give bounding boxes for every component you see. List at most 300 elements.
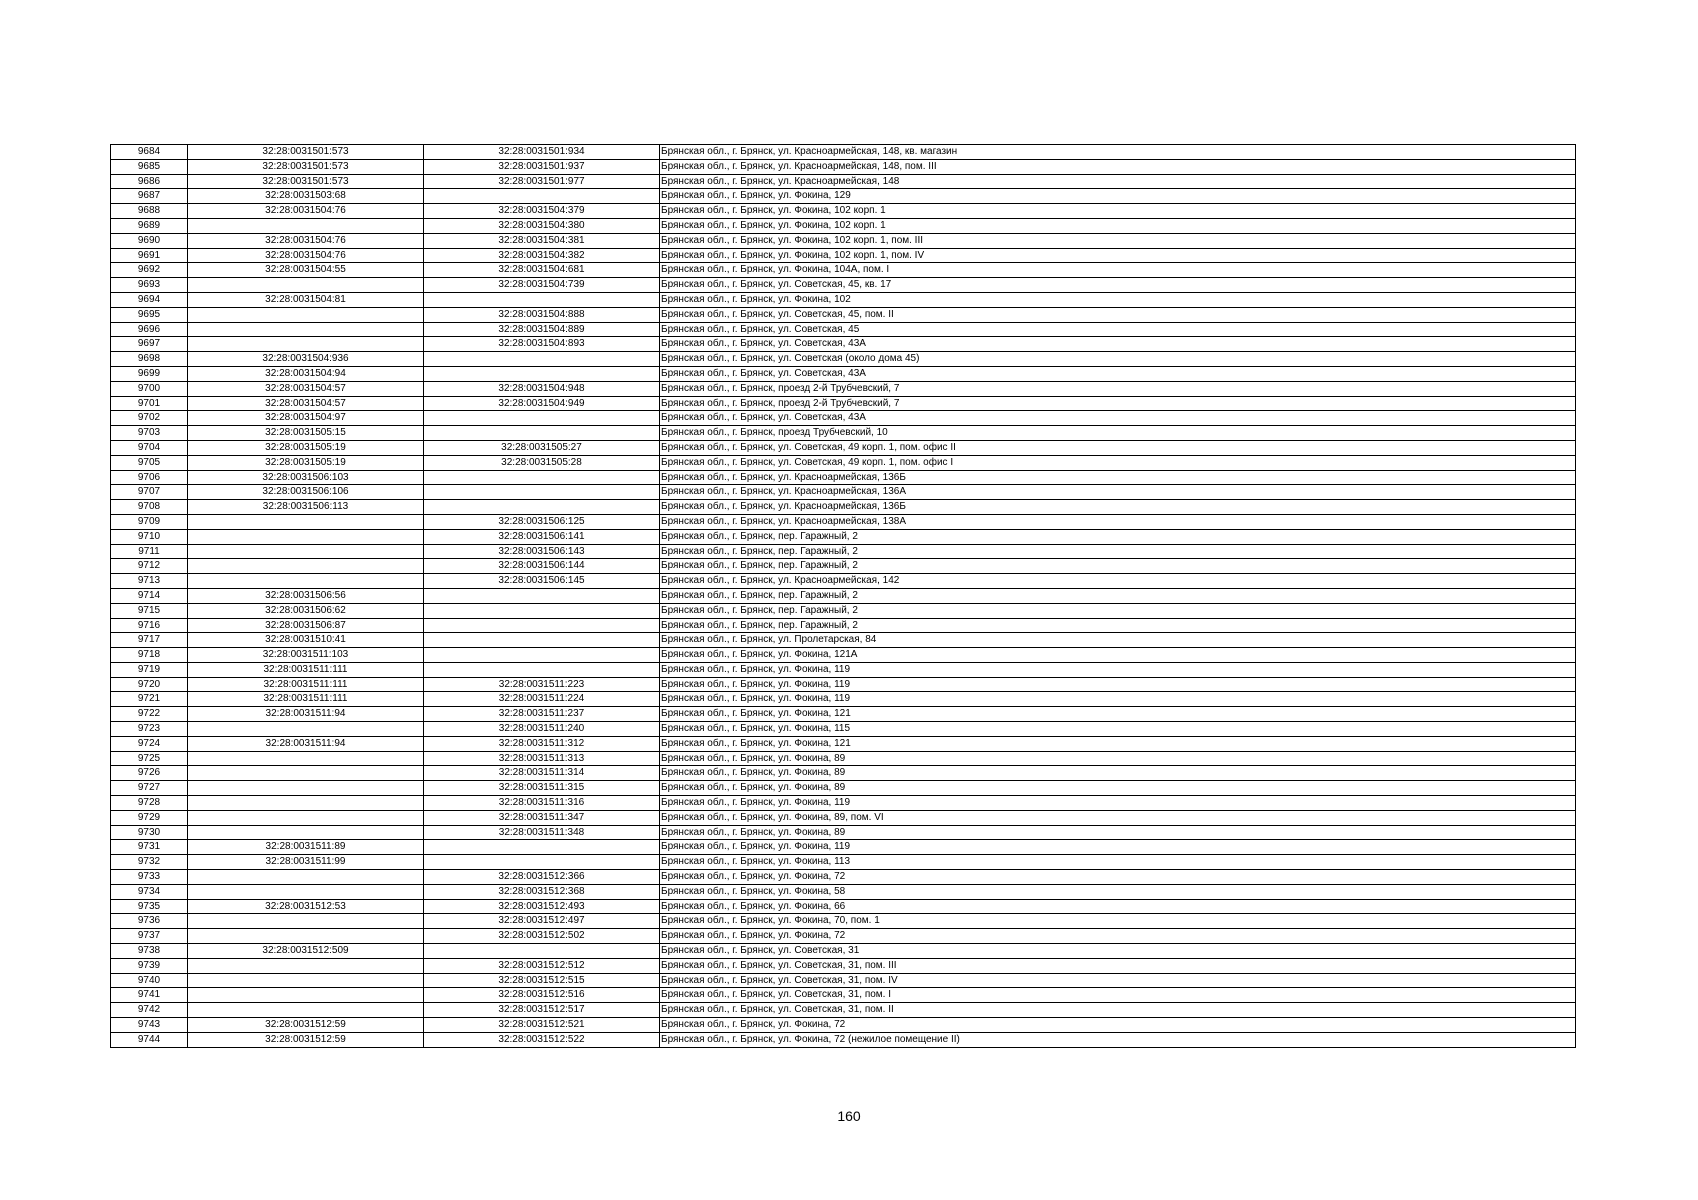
address: Брянская обл., г. Брянск, ул. Фокина, 58 bbox=[660, 884, 1576, 899]
address: Брянская обл., г. Брянск, ул. Советская, 43А bbox=[660, 366, 1576, 381]
table-row bbox=[111, 145, 1576, 160]
row-number: 9717 bbox=[111, 633, 188, 648]
land-plot-cadastral-number: 32:28:0031511:94 bbox=[188, 707, 424, 722]
address: Брянская обл., г. Брянск, ул. Красноармейская, 136Б bbox=[660, 470, 1576, 485]
address: Брянская обл., г. Брянск, проезд 2-й Трубчевский, 7 bbox=[660, 396, 1576, 411]
row-number: 9709 bbox=[111, 514, 188, 529]
table-row bbox=[111, 840, 1576, 855]
row-number: 9696 bbox=[111, 322, 188, 337]
table-row bbox=[111, 633, 1576, 648]
address: Брянская обл., г. Брянск, ул. Красноармейская, 136А bbox=[660, 485, 1576, 500]
address: Брянская обл., г. Брянск, ул. Фокина, 121 bbox=[660, 707, 1576, 722]
table-row bbox=[111, 529, 1576, 544]
address: Брянская обл., г. Брянск, ул. Фокина, 102 корп. 1, пом. III bbox=[660, 233, 1576, 248]
address: Брянская обл., г. Брянск, пер. Гаражный, 2 bbox=[660, 603, 1576, 618]
address: Брянская обл., г. Брянск, ул. Фокина, 102 bbox=[660, 292, 1576, 307]
address: Брянская обл., г. Брянск, ул. Фокина, 72 (нежилое помещение II) bbox=[660, 1032, 1576, 1047]
object-cadastral-number: 32:28:0031511:240 bbox=[424, 722, 660, 737]
row-number: 9734 bbox=[111, 884, 188, 899]
table-row bbox=[111, 988, 1576, 1003]
table-row bbox=[111, 307, 1576, 322]
table-row bbox=[111, 189, 1576, 204]
row-number: 9738 bbox=[111, 944, 188, 959]
object-cadastral-number bbox=[424, 944, 660, 959]
table-row bbox=[111, 218, 1576, 233]
row-number: 9735 bbox=[111, 899, 188, 914]
table-row bbox=[111, 381, 1576, 396]
address: Брянская обл., г. Брянск, ул. Фокина, 115 bbox=[660, 722, 1576, 737]
row-number: 9688 bbox=[111, 204, 188, 219]
row-number: 9684 bbox=[111, 145, 188, 160]
address: Брянская обл., г. Брянск, ул. Красноармейская, 148 bbox=[660, 174, 1576, 189]
address: Брянская обл., г. Брянск, ул. Фокина, 102 корп. 1 bbox=[660, 204, 1576, 219]
row-number: 9733 bbox=[111, 870, 188, 885]
land-plot-cadastral-number bbox=[188, 958, 424, 973]
land-plot-cadastral-number: 32:28:0031506:106 bbox=[188, 485, 424, 500]
land-plot-cadastral-number: 32:28:0031511:94 bbox=[188, 736, 424, 751]
land-plot-cadastral-number: 32:28:0031506:113 bbox=[188, 500, 424, 515]
row-number: 9720 bbox=[111, 677, 188, 692]
object-cadastral-number: 32:28:0031511:314 bbox=[424, 766, 660, 781]
object-cadastral-number: 32:28:0031504:382 bbox=[424, 248, 660, 263]
object-cadastral-number: 32:28:0031501:934 bbox=[424, 145, 660, 160]
address: Брянская обл., г. Брянск, пер. Гаражный, 2 bbox=[660, 588, 1576, 603]
row-number: 9707 bbox=[111, 485, 188, 500]
row-number: 9739 bbox=[111, 958, 188, 973]
land-plot-cadastral-number: 32:28:0031503:68 bbox=[188, 189, 424, 204]
object-cadastral-number bbox=[424, 855, 660, 870]
object-cadastral-number bbox=[424, 588, 660, 603]
table-row bbox=[111, 278, 1576, 293]
object-cadastral-number bbox=[424, 352, 660, 367]
table-row bbox=[111, 648, 1576, 663]
object-cadastral-number: 32:28:0031512:517 bbox=[424, 1003, 660, 1018]
object-cadastral-number: 32:28:0031511:313 bbox=[424, 751, 660, 766]
row-number: 9715 bbox=[111, 603, 188, 618]
table-row bbox=[111, 248, 1576, 263]
land-plot-cadastral-number: 32:28:0031504:81 bbox=[188, 292, 424, 307]
table-row bbox=[111, 174, 1576, 189]
object-cadastral-number: 32:28:0031512:368 bbox=[424, 884, 660, 899]
address: Брянская обл., г. Брянск, пер. Гаражный, 2 bbox=[660, 544, 1576, 559]
row-number: 9721 bbox=[111, 692, 188, 707]
land-plot-cadastral-number: 32:28:0031504:97 bbox=[188, 411, 424, 426]
address: Брянская обл., г. Брянск, ул. Советская, 43А bbox=[660, 411, 1576, 426]
object-cadastral-number: 32:28:0031505:28 bbox=[424, 455, 660, 470]
land-plot-cadastral-number: 32:28:0031504:76 bbox=[188, 248, 424, 263]
object-cadastral-number bbox=[424, 470, 660, 485]
object-cadastral-number bbox=[424, 485, 660, 500]
row-number: 9727 bbox=[111, 781, 188, 796]
table-row bbox=[111, 662, 1576, 677]
object-cadastral-number bbox=[424, 189, 660, 204]
row-number: 9744 bbox=[111, 1032, 188, 1047]
address: Брянская обл., г. Брянск, ул. Фокина, 119 bbox=[660, 796, 1576, 811]
object-cadastral-number bbox=[424, 500, 660, 515]
table-row bbox=[111, 692, 1576, 707]
land-plot-cadastral-number: 32:28:0031501:573 bbox=[188, 174, 424, 189]
land-plot-cadastral-number: 32:28:0031512:53 bbox=[188, 899, 424, 914]
table-row bbox=[111, 514, 1576, 529]
row-number: 9713 bbox=[111, 574, 188, 589]
object-cadastral-number: 32:28:0031511:348 bbox=[424, 825, 660, 840]
table-row bbox=[111, 781, 1576, 796]
object-cadastral-number: 32:28:0031501:937 bbox=[424, 159, 660, 174]
land-plot-cadastral-number: 32:28:0031505:15 bbox=[188, 426, 424, 441]
object-cadastral-number: 32:28:0031504:889 bbox=[424, 322, 660, 337]
address: Брянская обл., г. Брянск, ул. Советская, 31, пом. II bbox=[660, 1003, 1576, 1018]
land-plot-cadastral-number bbox=[188, 796, 424, 811]
address: Брянская обл., г. Брянск, ул. Советская, 45 bbox=[660, 322, 1576, 337]
object-cadastral-number: 32:28:0031506:145 bbox=[424, 574, 660, 589]
land-plot-cadastral-number: 32:28:0031504:57 bbox=[188, 381, 424, 396]
table-row bbox=[111, 263, 1576, 278]
object-cadastral-number: 32:28:0031512:366 bbox=[424, 870, 660, 885]
object-cadastral-number bbox=[424, 633, 660, 648]
address: Брянская обл., г. Брянск, ул. Фокина, 104А, пом. I bbox=[660, 263, 1576, 278]
table-row bbox=[111, 337, 1576, 352]
land-plot-cadastral-number: 32:28:0031504:76 bbox=[188, 204, 424, 219]
land-plot-cadastral-number bbox=[188, 574, 424, 589]
object-cadastral-number: 32:28:0031511:316 bbox=[424, 796, 660, 811]
land-plot-cadastral-number bbox=[188, 751, 424, 766]
land-plot-cadastral-number bbox=[188, 781, 424, 796]
address: Брянская обл., г. Брянск, ул. Фокина, 89 bbox=[660, 781, 1576, 796]
table-row bbox=[111, 603, 1576, 618]
object-cadastral-number: 32:28:0031512:512 bbox=[424, 958, 660, 973]
object-cadastral-number: 32:28:0031504:381 bbox=[424, 233, 660, 248]
address: Брянская обл., г. Брянск, ул. Фокина, 89 bbox=[660, 766, 1576, 781]
address: Брянская обл., г. Брянск, ул. Красноармейская, 148, пом. III bbox=[660, 159, 1576, 174]
row-number: 9703 bbox=[111, 426, 188, 441]
address: Брянская обл., г. Брянск, ул. Советская, 49 корп. 1, пом. офис I bbox=[660, 455, 1576, 470]
row-number: 9736 bbox=[111, 914, 188, 929]
object-cadastral-number: 32:28:0031504:681 bbox=[424, 263, 660, 278]
address: Брянская обл., г. Брянск, ул. Красноармейская, 138А bbox=[660, 514, 1576, 529]
land-plot-cadastral-number: 32:28:0031501:573 bbox=[188, 145, 424, 160]
address: Брянская обл., г. Брянск, ул. Фокина, 72 bbox=[660, 929, 1576, 944]
address: Брянская обл., г. Брянск, пер. Гаражный, 2 bbox=[660, 559, 1576, 574]
land-plot-cadastral-number: 32:28:0031511:111 bbox=[188, 662, 424, 677]
row-number: 9731 bbox=[111, 840, 188, 855]
row-number: 9740 bbox=[111, 973, 188, 988]
row-number: 9691 bbox=[111, 248, 188, 263]
table-row bbox=[111, 899, 1576, 914]
row-number: 9718 bbox=[111, 648, 188, 663]
table-row bbox=[111, 914, 1576, 929]
land-plot-cadastral-number bbox=[188, 322, 424, 337]
row-number: 9716 bbox=[111, 618, 188, 633]
address: Брянская обл., г. Брянск, ул. Фокина, 113 bbox=[660, 855, 1576, 870]
table-row bbox=[111, 1032, 1576, 1047]
row-number: 9704 bbox=[111, 440, 188, 455]
land-plot-cadastral-number bbox=[188, 278, 424, 293]
row-number: 9695 bbox=[111, 307, 188, 322]
land-plot-cadastral-number bbox=[188, 988, 424, 1003]
table-row bbox=[111, 751, 1576, 766]
register-table-body bbox=[111, 145, 1576, 1048]
row-number: 9712 bbox=[111, 559, 188, 574]
address: Брянская обл., г. Брянск, ул. Советская (около дома 45) bbox=[660, 352, 1576, 367]
address: Брянская обл., г. Брянск, ул. Советская, 31, пом. IV bbox=[660, 973, 1576, 988]
land-plot-cadastral-number: 32:28:0031504:57 bbox=[188, 396, 424, 411]
row-number: 9726 bbox=[111, 766, 188, 781]
land-plot-cadastral-number: 32:28:0031511:111 bbox=[188, 692, 424, 707]
table-row bbox=[111, 736, 1576, 751]
table-row bbox=[111, 766, 1576, 781]
table-row bbox=[111, 544, 1576, 559]
object-cadastral-number: 32:28:0031511:312 bbox=[424, 736, 660, 751]
row-number: 9743 bbox=[111, 1018, 188, 1033]
object-cadastral-number: 32:28:0031504:380 bbox=[424, 218, 660, 233]
table-row bbox=[111, 825, 1576, 840]
address: Брянская обл., г. Брянск, ул. Красноармейская, 142 bbox=[660, 574, 1576, 589]
table-row bbox=[111, 366, 1576, 381]
object-cadastral-number: 32:28:0031506:144 bbox=[424, 559, 660, 574]
land-plot-cadastral-number: 32:28:0031512:59 bbox=[188, 1018, 424, 1033]
land-plot-cadastral-number: 32:28:0031511:99 bbox=[188, 855, 424, 870]
address: Брянская обл., г. Брянск, ул. Фокина, 129 bbox=[660, 189, 1576, 204]
object-cadastral-number: 32:28:0031504:888 bbox=[424, 307, 660, 322]
land-plot-cadastral-number bbox=[188, 722, 424, 737]
address: Брянская обл., г. Брянск, ул. Фокина, 102 корп. 1 bbox=[660, 218, 1576, 233]
land-plot-cadastral-number: 32:28:0031512:59 bbox=[188, 1032, 424, 1047]
object-cadastral-number: 32:28:0031512:515 bbox=[424, 973, 660, 988]
cadastral-register-table bbox=[110, 144, 1576, 1048]
land-plot-cadastral-number bbox=[188, 825, 424, 840]
object-cadastral-number: 32:28:0031504:893 bbox=[424, 337, 660, 352]
land-plot-cadastral-number: 32:28:0031506:56 bbox=[188, 588, 424, 603]
address: Брянская обл., г. Брянск, ул. Фокина, 119 bbox=[660, 662, 1576, 677]
row-number: 9700 bbox=[111, 381, 188, 396]
row-number: 9741 bbox=[111, 988, 188, 1003]
table-row bbox=[111, 1018, 1576, 1033]
land-plot-cadastral-number bbox=[188, 884, 424, 899]
row-number: 9687 bbox=[111, 189, 188, 204]
table-row bbox=[111, 159, 1576, 174]
address: Брянская обл., г. Брянск, ул. Фокина, 72 bbox=[660, 870, 1576, 885]
object-cadastral-number: 32:28:0031512:502 bbox=[424, 929, 660, 944]
land-plot-cadastral-number: 32:28:0031511:103 bbox=[188, 648, 424, 663]
row-number: 9706 bbox=[111, 470, 188, 485]
object-cadastral-number: 32:28:0031511:347 bbox=[424, 810, 660, 825]
address: Брянская обл., г. Брянск, ул. Советская, 31, пом. III bbox=[660, 958, 1576, 973]
table-row bbox=[111, 500, 1576, 515]
object-cadastral-number: 32:28:0031506:143 bbox=[424, 544, 660, 559]
object-cadastral-number bbox=[424, 366, 660, 381]
land-plot-cadastral-number: 32:28:0031506:62 bbox=[188, 603, 424, 618]
table-row bbox=[111, 426, 1576, 441]
object-cadastral-number: 32:28:0031511:224 bbox=[424, 692, 660, 707]
row-number: 9714 bbox=[111, 588, 188, 603]
table-row bbox=[111, 455, 1576, 470]
object-cadastral-number: 32:28:0031512:522 bbox=[424, 1032, 660, 1047]
table-row bbox=[111, 322, 1576, 337]
row-number: 9719 bbox=[111, 662, 188, 677]
object-cadastral-number: 32:28:0031511:237 bbox=[424, 707, 660, 722]
object-cadastral-number: 32:28:0031511:223 bbox=[424, 677, 660, 692]
row-number: 9702 bbox=[111, 411, 188, 426]
table-row bbox=[111, 810, 1576, 825]
row-number: 9699 bbox=[111, 366, 188, 381]
address: Брянская обл., г. Брянск, проезд Трубчевский, 10 bbox=[660, 426, 1576, 441]
object-cadastral-number bbox=[424, 648, 660, 663]
address: Брянская обл., г. Брянск, ул. Советская, 45, пом. II bbox=[660, 307, 1576, 322]
table-row bbox=[111, 204, 1576, 219]
object-cadastral-number: 32:28:0031506:125 bbox=[424, 514, 660, 529]
row-number: 9694 bbox=[111, 292, 188, 307]
row-number: 9693 bbox=[111, 278, 188, 293]
land-plot-cadastral-number bbox=[188, 529, 424, 544]
address: Брянская обл., г. Брянск, ул. Фокина, 89, пом. VI bbox=[660, 810, 1576, 825]
row-number: 9708 bbox=[111, 500, 188, 515]
address: Брянская обл., г. Брянск, ул. Фокина, 70, пом. 1 bbox=[660, 914, 1576, 929]
table-row bbox=[111, 855, 1576, 870]
address: Брянская обл., г. Брянск, ул. Фокина, 72 bbox=[660, 1018, 1576, 1033]
table-row bbox=[111, 574, 1576, 589]
land-plot-cadastral-number: 32:28:0031504:94 bbox=[188, 366, 424, 381]
land-plot-cadastral-number: 32:28:0031511:89 bbox=[188, 840, 424, 855]
object-cadastral-number bbox=[424, 603, 660, 618]
table-row bbox=[111, 958, 1576, 973]
object-cadastral-number: 32:28:0031504:948 bbox=[424, 381, 660, 396]
address: Брянская обл., г. Брянск, ул. Фокина, 119 bbox=[660, 692, 1576, 707]
row-number: 9686 bbox=[111, 174, 188, 189]
object-cadastral-number: 32:28:0031501:977 bbox=[424, 174, 660, 189]
land-plot-cadastral-number: 32:28:0031505:19 bbox=[188, 440, 424, 455]
object-cadastral-number: 32:28:0031511:315 bbox=[424, 781, 660, 796]
address: Брянская обл., г. Брянск, ул. Фокина, 66 bbox=[660, 899, 1576, 914]
table-row bbox=[111, 233, 1576, 248]
object-cadastral-number: 32:28:0031506:141 bbox=[424, 529, 660, 544]
land-plot-cadastral-number: 32:28:0031505:19 bbox=[188, 455, 424, 470]
table-row bbox=[111, 677, 1576, 692]
address: Брянская обл., г. Брянск, пер. Гаражный, 2 bbox=[660, 618, 1576, 633]
land-plot-cadastral-number bbox=[188, 1003, 424, 1018]
row-number: 9697 bbox=[111, 337, 188, 352]
land-plot-cadastral-number: 32:28:0031504:936 bbox=[188, 352, 424, 367]
land-plot-cadastral-number bbox=[188, 307, 424, 322]
row-number: 9742 bbox=[111, 1003, 188, 1018]
land-plot-cadastral-number: 32:28:0031506:103 bbox=[188, 470, 424, 485]
land-plot-cadastral-number bbox=[188, 766, 424, 781]
table-row bbox=[111, 440, 1576, 455]
row-number: 9698 bbox=[111, 352, 188, 367]
land-plot-cadastral-number bbox=[188, 218, 424, 233]
address: Брянская обл., г. Брянск, ул. Фокина, 119 bbox=[660, 840, 1576, 855]
object-cadastral-number: 32:28:0031512:516 bbox=[424, 988, 660, 1003]
address: Брянская обл., г. Брянск, проезд 2-й Трубчевский, 7 bbox=[660, 381, 1576, 396]
page-number: 160 bbox=[837, 1108, 861, 1124]
land-plot-cadastral-number: 32:28:0031504:76 bbox=[188, 233, 424, 248]
table-row bbox=[111, 796, 1576, 811]
table-row bbox=[111, 588, 1576, 603]
object-cadastral-number: 32:28:0031505:27 bbox=[424, 440, 660, 455]
row-number: 9724 bbox=[111, 736, 188, 751]
address: Брянская обл., г. Брянск, ул. Фокина, 121А bbox=[660, 648, 1576, 663]
table-row bbox=[111, 411, 1576, 426]
table-row bbox=[111, 470, 1576, 485]
row-number: 9689 bbox=[111, 218, 188, 233]
row-number: 9705 bbox=[111, 455, 188, 470]
table-row bbox=[111, 707, 1576, 722]
address: Брянская обл., г. Брянск, ул. Красноармейская, 148, кв. магазин bbox=[660, 145, 1576, 160]
address: Брянская обл., г. Брянск, ул. Фокина, 89 bbox=[660, 751, 1576, 766]
object-cadastral-number bbox=[424, 426, 660, 441]
land-plot-cadastral-number bbox=[188, 544, 424, 559]
address: Брянская обл., г. Брянск, ул. Советская, 43А bbox=[660, 337, 1576, 352]
land-plot-cadastral-number bbox=[188, 973, 424, 988]
object-cadastral-number: 32:28:0031504:949 bbox=[424, 396, 660, 411]
row-number: 9690 bbox=[111, 233, 188, 248]
land-plot-cadastral-number bbox=[188, 929, 424, 944]
row-number: 9730 bbox=[111, 825, 188, 840]
row-number: 9692 bbox=[111, 263, 188, 278]
address: Брянская обл., г. Брянск, ул. Фокина, 119 bbox=[660, 677, 1576, 692]
table-row bbox=[111, 929, 1576, 944]
row-number: 9737 bbox=[111, 929, 188, 944]
table-row bbox=[111, 396, 1576, 411]
land-plot-cadastral-number bbox=[188, 810, 424, 825]
land-plot-cadastral-number bbox=[188, 870, 424, 885]
address: Брянская обл., г. Брянск, ул. Советская, 49 корп. 1, пом. офис II bbox=[660, 440, 1576, 455]
table-row bbox=[111, 485, 1576, 500]
table-row bbox=[111, 292, 1576, 307]
table-row bbox=[111, 884, 1576, 899]
land-plot-cadastral-number: 32:28:0031511:111 bbox=[188, 677, 424, 692]
object-cadastral-number bbox=[424, 618, 660, 633]
address: Брянская обл., г. Брянск, пер. Гаражный, 2 bbox=[660, 529, 1576, 544]
row-number: 9725 bbox=[111, 751, 188, 766]
table-row bbox=[111, 1003, 1576, 1018]
address: Брянская обл., г. Брянск, ул. Советская, 45, кв. 17 bbox=[660, 278, 1576, 293]
row-number: 9701 bbox=[111, 396, 188, 411]
object-cadastral-number: 32:28:0031504:379 bbox=[424, 204, 660, 219]
row-number: 9710 bbox=[111, 529, 188, 544]
table-row bbox=[111, 973, 1576, 988]
table-row bbox=[111, 618, 1576, 633]
address: Брянская обл., г. Брянск, ул. Фокина, 121 bbox=[660, 736, 1576, 751]
land-plot-cadastral-number: 32:28:0031506:87 bbox=[188, 618, 424, 633]
land-plot-cadastral-number: 32:28:0031504:55 bbox=[188, 263, 424, 278]
object-cadastral-number: 32:28:0031512:493 bbox=[424, 899, 660, 914]
row-number: 9728 bbox=[111, 796, 188, 811]
object-cadastral-number bbox=[424, 292, 660, 307]
land-plot-cadastral-number bbox=[188, 337, 424, 352]
land-plot-cadastral-number: 32:28:0031501:573 bbox=[188, 159, 424, 174]
object-cadastral-number bbox=[424, 411, 660, 426]
table-row bbox=[111, 559, 1576, 574]
object-cadastral-number: 32:28:0031504:739 bbox=[424, 278, 660, 293]
table-row bbox=[111, 944, 1576, 959]
table-row bbox=[111, 722, 1576, 737]
object-cadastral-number: 32:28:0031512:521 bbox=[424, 1018, 660, 1033]
land-plot-cadastral-number bbox=[188, 514, 424, 529]
row-number: 9723 bbox=[111, 722, 188, 737]
row-number: 9722 bbox=[111, 707, 188, 722]
address: Брянская обл., г. Брянск, ул. Пролетарская, 84 bbox=[660, 633, 1576, 648]
address: Брянская обл., г. Брянск, ул. Фокина, 102 корп. 1, пом. IV bbox=[660, 248, 1576, 263]
row-number: 9711 bbox=[111, 544, 188, 559]
table-row bbox=[111, 352, 1576, 367]
land-plot-cadastral-number: 32:28:0031510:41 bbox=[188, 633, 424, 648]
object-cadastral-number: 32:28:0031512:497 bbox=[424, 914, 660, 929]
land-plot-cadastral-number: 32:28:0031512:509 bbox=[188, 944, 424, 959]
object-cadastral-number bbox=[424, 840, 660, 855]
table-row bbox=[111, 870, 1576, 885]
address: Брянская обл., г. Брянск, ул. Советская, 31, пом. I bbox=[660, 988, 1576, 1003]
row-number: 9732 bbox=[111, 855, 188, 870]
